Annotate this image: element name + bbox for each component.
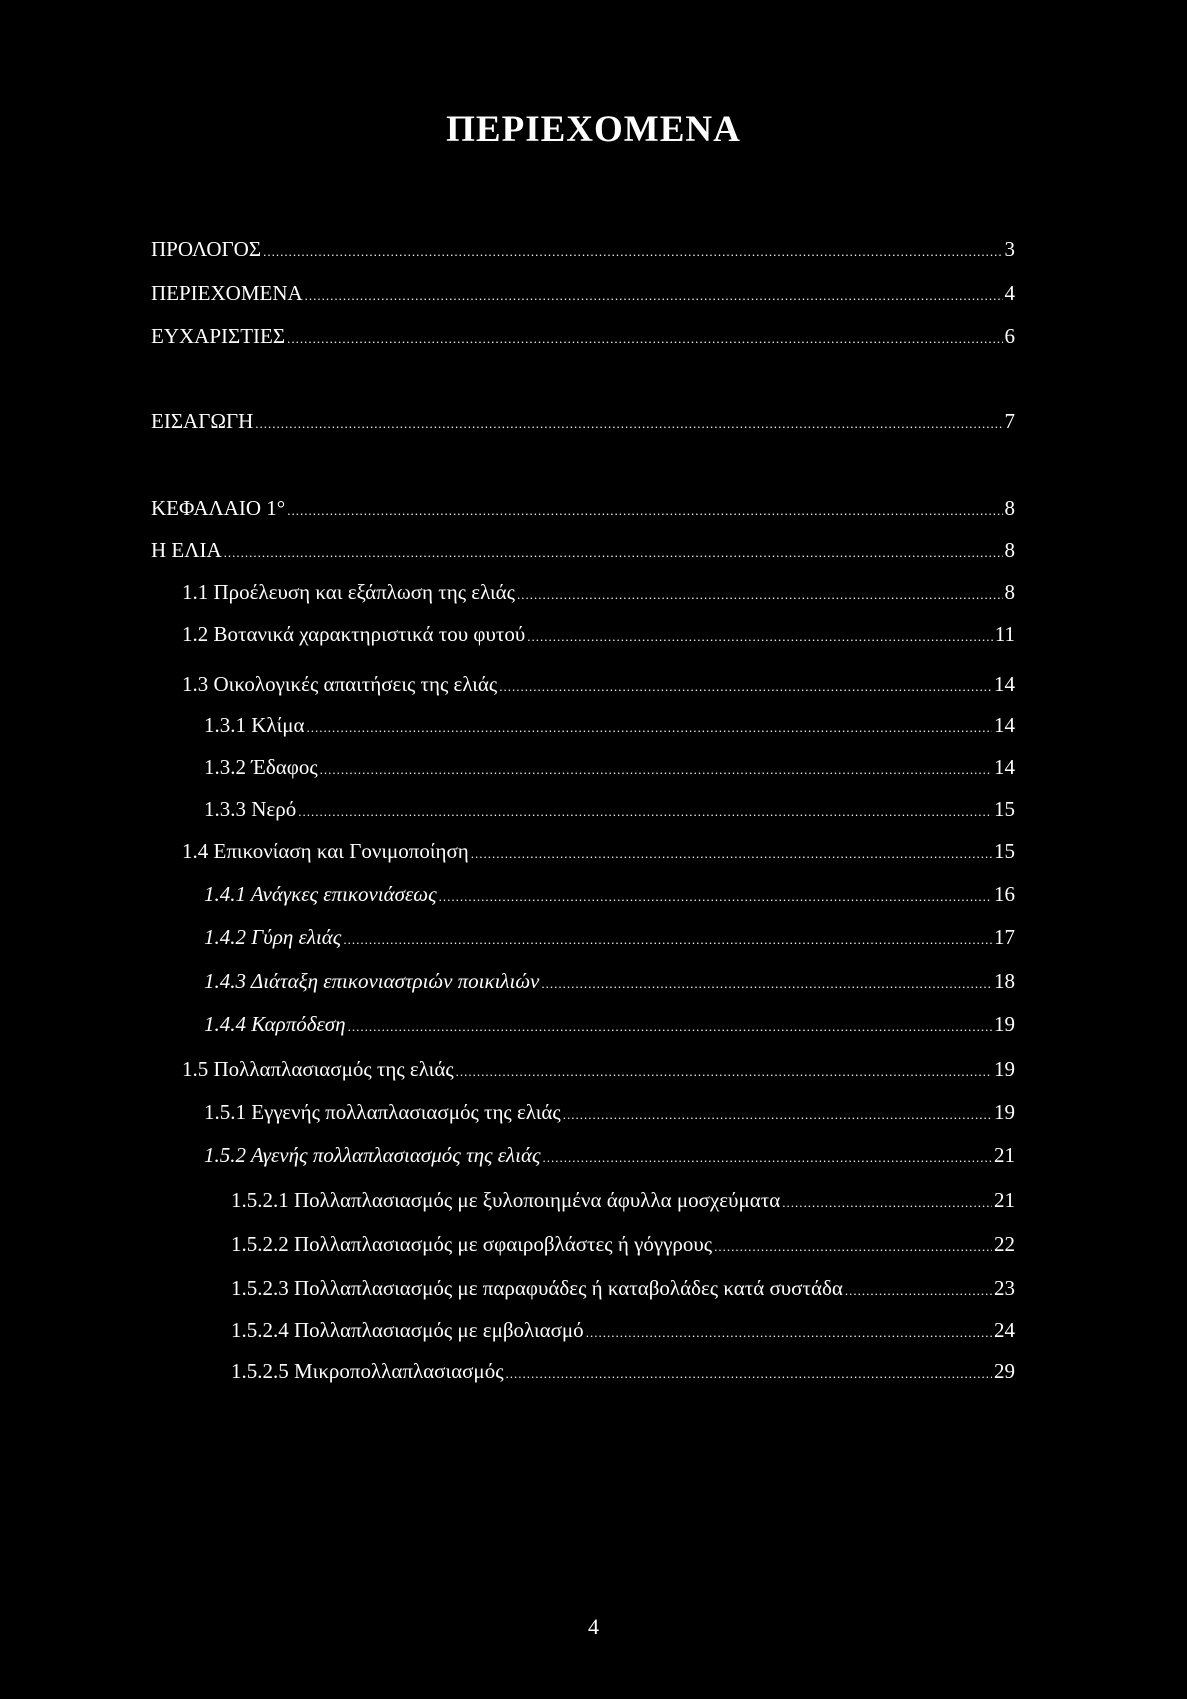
toc-entry-label: ΠΕΡΙΕΧΟΜΕΝΑ: [151, 281, 303, 305]
toc-entry-page: 3: [1004, 237, 1015, 261]
toc-entry-label: 1.3 Οικολογικές απαιτήσεις της ελιάς: [182, 672, 498, 696]
toc-entry[interactable]: [182, 1055, 1015, 1083]
toc-leader-dots: [224, 539, 1003, 567]
toc-entry[interactable]: [204, 1010, 1015, 1038]
toc-entry[interactable]: [204, 880, 1015, 908]
toc-entry-label: 1.4.2 Γύρη ελιάς: [204, 925, 342, 949]
toc-leader-dots: [307, 714, 992, 742]
toc-leader-dots: [527, 623, 993, 651]
toc-entry-page: 19: [994, 1100, 1015, 1124]
toc-entry-label: 1.5.2.1 Πολλαπλασιασμός με ξυλοποιημένα άφυλλα μοσχεύματα: [231, 1188, 781, 1212]
toc-leader-dots: [517, 581, 1003, 609]
toc-leader-dots: [287, 325, 1002, 353]
toc-entry-label: 1.5.2.2 Πολλαπλασιασμός με σφαιροβλάστες ή γόγγρους: [231, 1232, 713, 1256]
toc-entry[interactable]: [231, 1230, 1015, 1258]
toc-entry-label: ΕΙΣΑΓΩΓΗ: [151, 409, 254, 433]
toc-entry-page: 18: [994, 969, 1015, 993]
toc-entry[interactable]: [231, 1357, 1015, 1385]
toc-entry-label: 1.4.4 Καρπόδεση: [204, 1012, 346, 1036]
toc-entry-label: 1.5.2.5 Μικροπολλαπλασιασμός: [231, 1359, 504, 1383]
toc-leader-dots: [343, 926, 992, 954]
toc-entry-page: 8: [1004, 496, 1015, 520]
toc-entry-label: 1.5.2.3 Πολλαπλασιασμός με παραφυάδες ή καταβολάδες κατά συστάδα: [231, 1276, 843, 1300]
toc-entry[interactable]: [231, 1186, 1015, 1214]
toc-entry-label: ΕΥΧΑΡΙΣΤΙΕΣ: [151, 324, 286, 348]
toc-entry-label: 1.4.3 Διάταξη επικονιαστριών ποικιλιών: [204, 969, 540, 993]
toc-leader-dots: [298, 798, 992, 826]
toc-leader-dots: [845, 1277, 992, 1305]
toc-leader-dots: [563, 1101, 992, 1129]
page-title: ΠΕΡΙΕΧΟΜΕΝΑ: [446, 109, 741, 150]
toc-leader-dots: [263, 238, 1002, 266]
toc-entry-label: 1.2 Βοτανικά χαρακτηριστικά του φυτού: [182, 622, 526, 646]
page-number: 4: [588, 1614, 599, 1639]
toc-entry-label: Η ΕΛΙΑ: [151, 538, 222, 562]
toc-leader-dots: [456, 1058, 992, 1086]
toc-entry-page: 14: [994, 755, 1015, 779]
toc-entry-page: 17: [994, 925, 1015, 949]
toc-entry-page: 15: [994, 797, 1015, 821]
toc-entry-page: 14: [994, 713, 1015, 737]
toc-entry[interactable]: [151, 494, 1015, 522]
toc-entry[interactable]: [204, 1098, 1015, 1126]
toc-entry-label: 1.4.1 Ανάγκες επικονιάσεως: [204, 882, 437, 906]
toc-entry[interactable]: [182, 620, 1015, 648]
toc-entry-page: 21: [994, 1188, 1015, 1212]
toc-entry-label: ΚΕΦΑΛΑΙΟ 1°: [151, 496, 286, 520]
toc-entry-label: 1.5.2.4 Πολλαπλασιασμός με εμβολιασμό: [231, 1318, 584, 1342]
toc-leader-dots: [255, 410, 1002, 438]
toc-entry-page: 6: [1004, 324, 1015, 348]
toc-entry-page: 21: [994, 1143, 1015, 1167]
toc-leader-dots: [305, 282, 1003, 310]
toc-entry[interactable]: [204, 1141, 1015, 1169]
toc-leader-dots: [348, 1013, 992, 1041]
toc-leader-dots: [287, 497, 1002, 525]
toc-entry[interactable]: [151, 235, 1015, 263]
toc-leader-dots: [543, 1144, 992, 1172]
toc-entry[interactable]: [204, 753, 1015, 781]
toc-entry[interactable]: [151, 279, 1015, 307]
toc-entry-page: 23: [994, 1276, 1015, 1300]
toc-leader-dots: [714, 1233, 992, 1261]
toc-entry-page: 24: [994, 1318, 1015, 1342]
toc-leader-dots: [471, 840, 992, 868]
toc-entry[interactable]: [182, 578, 1015, 606]
toc-entry-page: 7: [1004, 409, 1015, 433]
toc-entry-page: 22: [994, 1232, 1015, 1256]
toc-entry-label: 1.3.1 Κλίμα: [204, 713, 305, 737]
toc-entry[interactable]: [204, 967, 1015, 995]
toc-entry[interactable]: [231, 1316, 1015, 1344]
toc-entry-label: 1.5.1 Εγγενής πολλαπλασιασμός της ελιάς: [204, 1100, 561, 1124]
toc-leader-dots: [586, 1319, 992, 1347]
toc-entry-page: 19: [994, 1057, 1015, 1081]
toc-entry-label: 1.3.2 Έδαφος: [204, 755, 318, 779]
toc-leader-dots: [499, 673, 992, 701]
toc-entry[interactable]: [182, 670, 1015, 698]
toc-entry-label: 1.1 Προέλευση και εξάπλωση της ελιάς: [182, 580, 515, 604]
toc-entry[interactable]: [204, 795, 1015, 823]
toc-entry[interactable]: [151, 407, 1015, 435]
toc-entry-page: 8: [1004, 538, 1015, 562]
toc-entry[interactable]: [151, 322, 1015, 350]
toc-entry-label: ΠΡΟΛΟΓΟΣ: [151, 237, 262, 261]
toc-entry[interactable]: [231, 1274, 1015, 1302]
toc-entry-page: 14: [994, 672, 1015, 696]
toc-leader-dots: [320, 756, 992, 784]
toc-leader-dots: [439, 883, 992, 911]
toc-entry[interactable]: [151, 536, 1015, 564]
toc-leader-dots: [506, 1360, 992, 1388]
toc-entry[interactable]: [182, 837, 1015, 865]
toc-entry-page: 29: [994, 1359, 1015, 1383]
toc-leader-dots: [782, 1189, 992, 1217]
toc-entry-page: 4: [1004, 281, 1015, 305]
toc-entry-page: 8: [1004, 580, 1015, 604]
toc-entry[interactable]: [204, 711, 1015, 739]
toc-entry-page: 16: [994, 882, 1015, 906]
toc-entry-label: 1.3.3 Νερό: [204, 797, 297, 821]
toc-entry-page: 11: [994, 622, 1015, 646]
toc-leader-dots: [541, 970, 992, 998]
toc-entry-label: 1.5.2 Αγενής πολλαπλασιασμός της ελιάς: [204, 1143, 541, 1167]
toc-entry-page: 19: [994, 1012, 1015, 1036]
toc-entry-label: 1.5 Πολλαπλασιασμός της ελιάς: [182, 1057, 454, 1081]
toc-entry-label: 1.4 Επικονίαση και Γονιμοποίηση: [182, 839, 469, 863]
toc-entry-page: 15: [994, 839, 1015, 863]
toc-entry[interactable]: [204, 923, 1015, 951]
